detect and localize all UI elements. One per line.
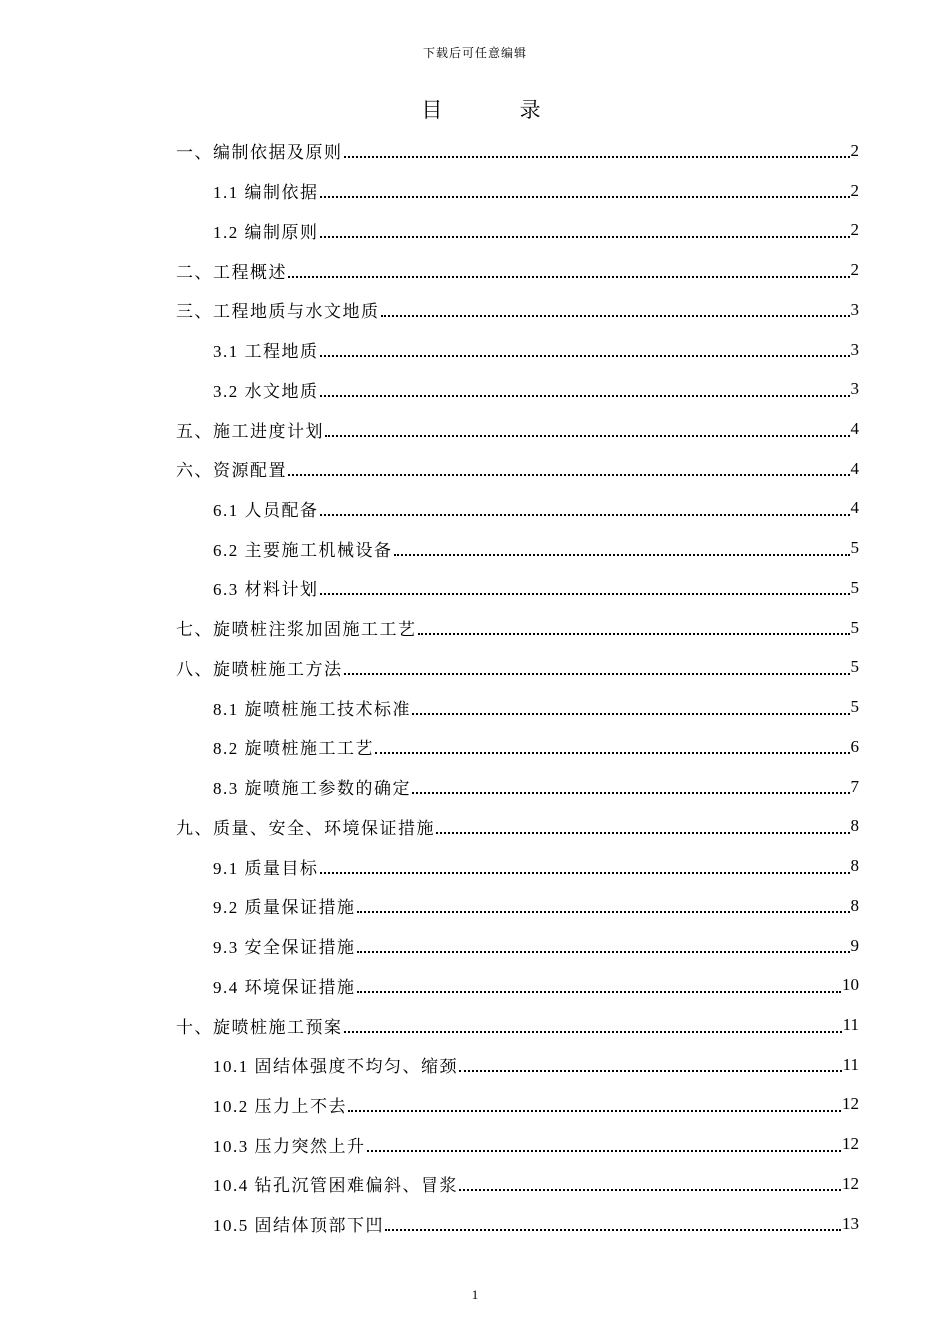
page-number: 1 [471,1287,479,1302]
dot-leader [394,553,850,556]
toc-entry-page: 3 [850,299,859,319]
toc-section-entry[interactable] [176,886,859,926]
toc-section-entry[interactable] [176,767,859,807]
toc-section-entry[interactable] [176,1124,859,1164]
dot-leader [459,1069,842,1072]
toc-entry-title: 10.5 固结体顶部下凹 [213,1216,384,1236]
toc-entry-page: 3 [850,339,859,359]
toc-entry-title: 1.2 编制原则 [213,222,319,242]
toc-entry-page: 4 [850,458,859,478]
toc-section-entry[interactable] [176,687,859,727]
dot-leader [412,791,850,794]
toc-entry-title: 9.1 质量目标 [213,858,319,878]
toc-entry-page: 5 [850,617,859,637]
toc-entry-page: 5 [850,697,859,717]
dot-leader [344,1030,842,1033]
toc-entry-title: 七、旋喷桩注浆加固施工工艺 [176,620,417,640]
dot-leader [357,990,842,993]
dot-leader [320,394,850,397]
toc-entry-page: 2 [850,180,859,200]
dot-leader [320,235,850,238]
toc-entry-title: 6.3 材料计划 [213,580,319,600]
toc-chapter-entry[interactable] [176,290,859,330]
toc-entry-page: 11 [842,1015,859,1035]
toc-entry-page: 10 [842,975,859,995]
table-of-contents [176,131,859,1244]
toc-entry-page: 7 [850,776,859,796]
toc-entry-page: 11 [842,1054,859,1074]
toc-entry-title: 9.3 安全保证措施 [213,938,356,958]
toc-entry-page: 4 [850,419,859,438]
dot-leader [459,1188,841,1191]
toc-section-entry[interactable] [176,727,859,767]
toc-entry-page: 5 [850,577,859,597]
dot-leader [436,831,850,834]
toc-chapter-entry[interactable] [176,131,859,171]
dot-leader [367,1149,842,1152]
toc-chapter-entry[interactable] [176,806,859,846]
dot-leader [381,314,850,317]
toc-entry-page: 6 [850,736,859,756]
toc-entry-page: 3 [850,379,859,399]
toc-section-entry[interactable] [176,1085,859,1125]
dot-leader [357,910,850,913]
toc-entry-page: 8 [850,895,859,915]
toc-section-entry[interactable] [176,965,859,1005]
dot-leader [320,513,850,516]
toc-entry-title: 二、工程概述 [176,262,287,282]
toc-chapter-entry[interactable] [176,648,859,688]
toc-entry-page: 2 [850,220,859,240]
toc-entry-title: 8.3 旋喷施工参数的确定 [213,779,411,799]
toc-entry-title: 十、旋喷桩施工预案 [176,1017,343,1037]
dot-leader [385,1228,841,1231]
toc-section-entry[interactable] [176,171,859,211]
page-header: 下载后可任意编辑 [422,46,527,60]
dot-leader [320,354,850,357]
dot-leader [325,434,850,437]
toc-entry-page: 4 [850,498,859,518]
toc-entry-title: 八、旋喷桩施工方法 [176,659,343,679]
toc-chapter-entry[interactable] [176,250,859,290]
toc-entry-title: 五、施工进度计划 [176,421,324,441]
dot-leader [320,592,850,595]
dot-leader [344,155,850,158]
toc-entry-title: 1.1 编制依据 [213,183,319,203]
dot-leader [288,275,850,278]
toc-chapter-entry[interactable] [176,1005,859,1045]
toc-entry-page: 9 [850,935,859,955]
toc-title: 目 录 [421,98,577,122]
toc-section-entry[interactable] [176,489,859,529]
dot-leader [375,751,850,754]
toc-section-entry[interactable] [176,1164,859,1204]
dot-leader [412,712,850,715]
dot-leader [288,473,850,476]
toc-section-entry[interactable] [176,926,859,966]
toc-entry-title: 10.1 固结体强度不均匀、缩颈 [213,1057,458,1077]
toc-entry-title: 9.4 环境保证措施 [213,977,356,997]
toc-entry-title: 6.1 人员配备 [213,500,319,520]
toc-entry-page: 12 [842,1173,859,1193]
toc-entry-page: 12 [842,1134,859,1154]
dot-leader [418,632,850,635]
toc-entry-title: 九、质量、安全、环境保证措施 [176,818,435,838]
dot-leader [348,1109,841,1112]
toc-entry-page: 8 [850,856,859,876]
toc-chapter-entry[interactable] [176,608,859,648]
toc-entry-title: 一、编制依据及原则 [176,143,343,163]
toc-section-entry[interactable] [176,568,859,608]
toc-entry-title: 8.2 旋喷桩施工工艺 [213,739,374,759]
toc-entry-page: 8 [850,816,859,836]
dot-leader [344,672,850,675]
toc-entry-title: 10.4 钻孔沉管困难偏斜、冒浆 [213,1176,458,1196]
toc-entry-title: 3.1 工程地质 [213,342,319,362]
toc-entry-page: 12 [842,1094,859,1114]
dot-leader [357,950,850,953]
toc-section-entry[interactable] [176,528,859,568]
toc-section-entry[interactable] [176,1045,859,1085]
toc-entry-title: 10.3 压力突然上升 [213,1136,366,1156]
toc-entry-page: 2 [850,260,859,280]
toc-entry-title: 三、工程地质与水文地质 [176,302,380,322]
toc-entry-title: 10.2 压力上不去 [213,1096,347,1116]
dot-leader [320,871,850,874]
toc-chapter-entry[interactable] [176,449,859,489]
toc-section-entry[interactable] [176,1204,859,1244]
toc-entry-page: 13 [842,1213,859,1233]
dot-leader [320,195,850,198]
toc-entry-title: 六、资源配置 [176,461,287,481]
toc-section-entry[interactable] [176,369,859,409]
toc-section-entry[interactable] [176,846,859,886]
toc-entry-title: 6.2 主要施工机械设备 [213,540,393,560]
toc-entry-title: 8.1 旋喷桩施工技术标准 [213,699,411,719]
toc-entry-page: 5 [850,657,859,677]
toc-entry-page: 5 [850,538,859,558]
toc-section-entry[interactable] [176,330,859,370]
toc-entry-page: 2 [850,140,859,160]
toc-entry-title: 3.2 水文地质 [213,381,319,401]
toc-section-entry[interactable] [176,210,859,250]
toc-entry-title: 9.2 质量保证措施 [213,898,356,918]
toc-chapter-entry[interactable] [176,409,859,449]
